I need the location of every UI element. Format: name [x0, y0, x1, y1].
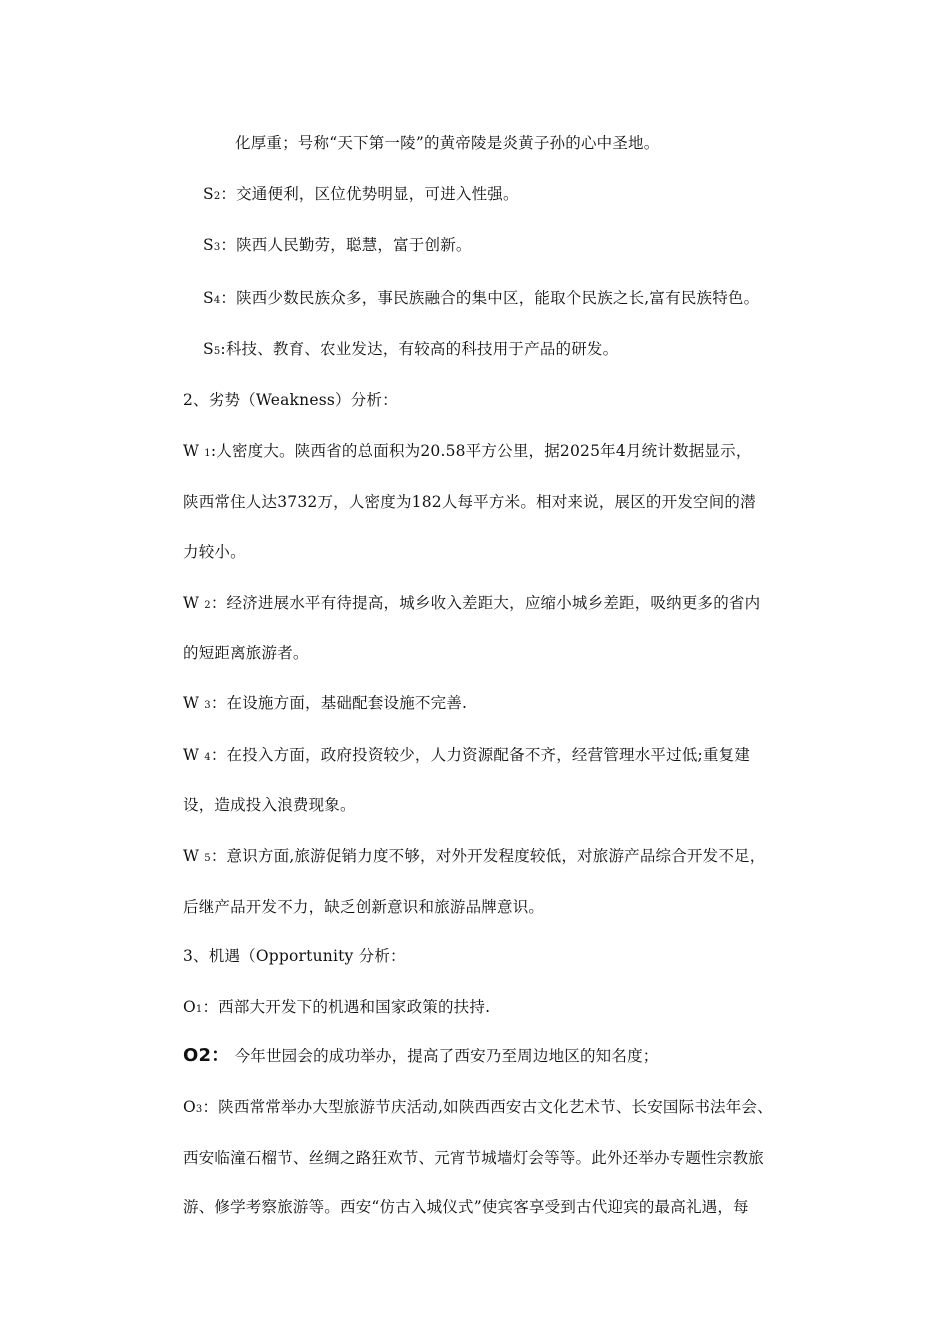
text: 设，造成投入浪费现象。 [183, 796, 356, 814]
item-subscript: 2 [204, 600, 211, 611]
item-label: S [203, 289, 214, 307]
text: 后继产品开发不力，缺乏创新意识和旅游品牌意识。 [183, 898, 545, 916]
item-subscript: 5 [213, 346, 221, 357]
opportunity-o1 [183, 997, 490, 1020]
text: 陕西常住人达3732万，人密度为182人每平方米。相对来说，展区的开发空间的潜 [183, 493, 756, 511]
item-label: W [183, 694, 205, 712]
item-text: 今年世园会的成功举办，提高了西安乃至周边地区的知名度； [229, 1047, 659, 1065]
item-text: ：陕西人民勤劳，聪慧，富于创新。 [220, 236, 472, 254]
item-label: O2： [183, 1045, 230, 1066]
item-text: :人密度大。陕西省的总面积为20.58平方公里，据2025年4月统计数据显示， [210, 442, 752, 460]
item-label: S [203, 340, 214, 358]
opportunity-o3 [183, 1097, 773, 1120]
item-subscript: 3 [195, 1104, 203, 1115]
weakness-w5 [183, 846, 765, 869]
paragraph-line [183, 492, 756, 512]
section-heading-weakness [183, 390, 398, 410]
strength-s3 [203, 235, 472, 258]
paragraph-line [183, 795, 356, 815]
paragraph-line [183, 897, 544, 917]
text: 西安临潼石榴节、丝绸之路狂欢节、元宵节城墙灯会等等。此外还举办专题性宗教旅 [183, 1149, 764, 1167]
paragraph-line [183, 643, 309, 663]
weakness-w3 [183, 693, 467, 716]
weakness-w4 [183, 745, 750, 768]
item-subscript: 4 [204, 752, 211, 763]
paragraph-line [183, 542, 246, 562]
item-label: W [183, 746, 205, 764]
item-subscript: 3 [204, 700, 211, 711]
item-label: O [183, 1098, 196, 1116]
item-text: ：在投入方面，政府投资较少，人力资源配备不齐，经营管理水平过低;重复建 [210, 746, 751, 764]
item-subscript: 1 [195, 1004, 203, 1015]
text: 力较小。 [183, 543, 246, 561]
section-heading-opportunity [183, 946, 406, 966]
text: 游、修学考察旅游等。西安“仿古入城仪式”使宾客享受到古代迎宾的最高礼遇，每 [183, 1198, 749, 1216]
strength-s5 [203, 339, 618, 362]
text: 化厚重；号称“天下第一陵”的黄帝陵是炎黄子孙的心中圣地。 [235, 134, 660, 152]
item-text: ：经济进展水平有待提高，城乡收入差距大，应缩小城乡差距，吸纳更多的省内 [210, 594, 761, 612]
item-label: W [183, 594, 205, 612]
paragraph-line [235, 133, 659, 153]
item-text: ：交通便利，区位优势明显，可进入性强。 [220, 185, 519, 203]
strength-s2 [203, 184, 519, 207]
heading-text: 2、劣势（Weakness）分析： [183, 391, 398, 409]
item-subscript: 4 [213, 295, 221, 306]
item-text: :科技、教育、农业发达，有较高的科技用于产品的研发。 [220, 340, 619, 358]
item-label: W [183, 847, 205, 865]
item-text: ：在设施方面，基础配套设施不完善. [210, 694, 468, 712]
item-text: ：意识方面,旅游促销力度不够，对外开发程度较低，对旅游产品综合开发不足， [210, 847, 766, 865]
opportunity-o2 [183, 1046, 658, 1066]
item-text: ：西部大开发下的机遇和国家政策的扶持. [202, 998, 491, 1016]
paragraph-line [183, 1148, 764, 1168]
item-text: ：陕西少数民族众多，事民族融合的集中区，能取个民族之长,富有民族特色。 [220, 289, 760, 307]
strength-s4 [203, 288, 759, 311]
text: 的短距离旅游者。 [183, 644, 309, 662]
item-label: W [183, 442, 205, 460]
paragraph-line [183, 1197, 749, 1217]
weakness-w1 [183, 441, 752, 464]
item-label: O [183, 998, 196, 1016]
item-subscript: 1 [204, 448, 211, 459]
item-label: S [203, 185, 214, 203]
item-text: ：陕西常常举办大型旅游节庆活动,如陕西西安古文化艺术节、长安国际书法年会、 [202, 1098, 773, 1116]
item-label: S [203, 236, 214, 254]
heading-text: 3、机遇（Opportunity 分析： [183, 947, 406, 965]
weakness-w2 [183, 593, 760, 616]
item-subscript: 3 [213, 242, 221, 253]
item-subscript: 5 [204, 853, 211, 864]
item-subscript: 2 [213, 191, 221, 202]
